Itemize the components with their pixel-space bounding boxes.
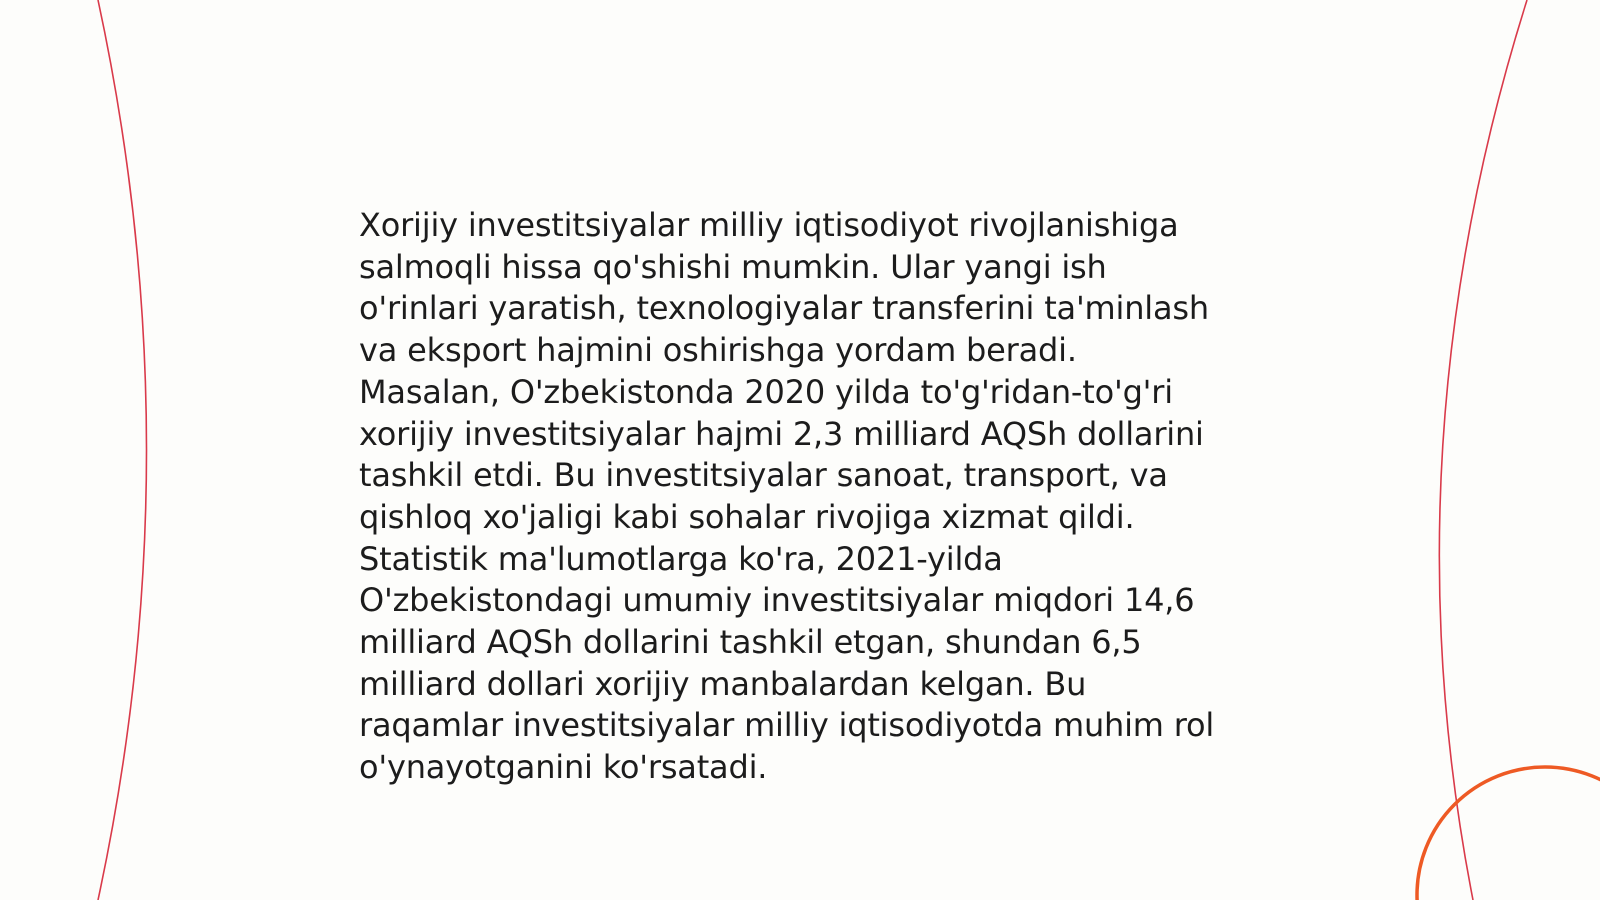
- body-line: tashkil etdi. Bu investitsiyalar sanoat, transport, va: [359, 456, 1168, 495]
- body-line: O'zbekistondagi umumiy investitsiyalar miqdori 14,6: [359, 581, 1195, 620]
- right-curve-line: [1439, 0, 1527, 900]
- body-line: o'ynayotganini ko'rsatadi.: [359, 748, 768, 787]
- body-line: milliard AQSh dollarini tashkil etgan, shundan 6,5: [359, 623, 1142, 662]
- body-line: Xorijiy investitsiyalar milliy iqtisodiyot rivojlanishiga: [359, 206, 1179, 244]
- body-paragraph: [359, 205, 1259, 789]
- body-line: o'rinlari yaratish, texnologiyalar transferini ta'minlash: [359, 289, 1209, 328]
- body-line: milliard dollari xorijiy manbalardan kelgan. Bu: [359, 664, 1087, 703]
- body-line: raqamlar investitsiyalar milliy iqtisodiyotda muhim rol: [359, 706, 1215, 745]
- left-curve-line: [98, 0, 147, 900]
- body-line: Masalan, O'zbekistonda 2020 yilda to'g'ridan-to'g'ri: [359, 372, 1173, 411]
- accent-arc: [1417, 767, 1600, 900]
- body-line: Statistik ma'lumotlarga ko'ra, 2021-yilda: [359, 539, 1003, 578]
- body-line: va eksport hajmini oshirishga yordam beradi.: [359, 331, 1077, 370]
- body-line: salmoqli hissa qo'shishi mumkin. Ular yangi ish: [359, 247, 1107, 286]
- body-line: xorijiy investitsiyalar hajmi 2,3 milliard AQSh dollarini: [359, 414, 1204, 453]
- body-line: qishloq xo'jaligi kabi sohalar rivojiga xizmat qildi.: [359, 497, 1135, 536]
